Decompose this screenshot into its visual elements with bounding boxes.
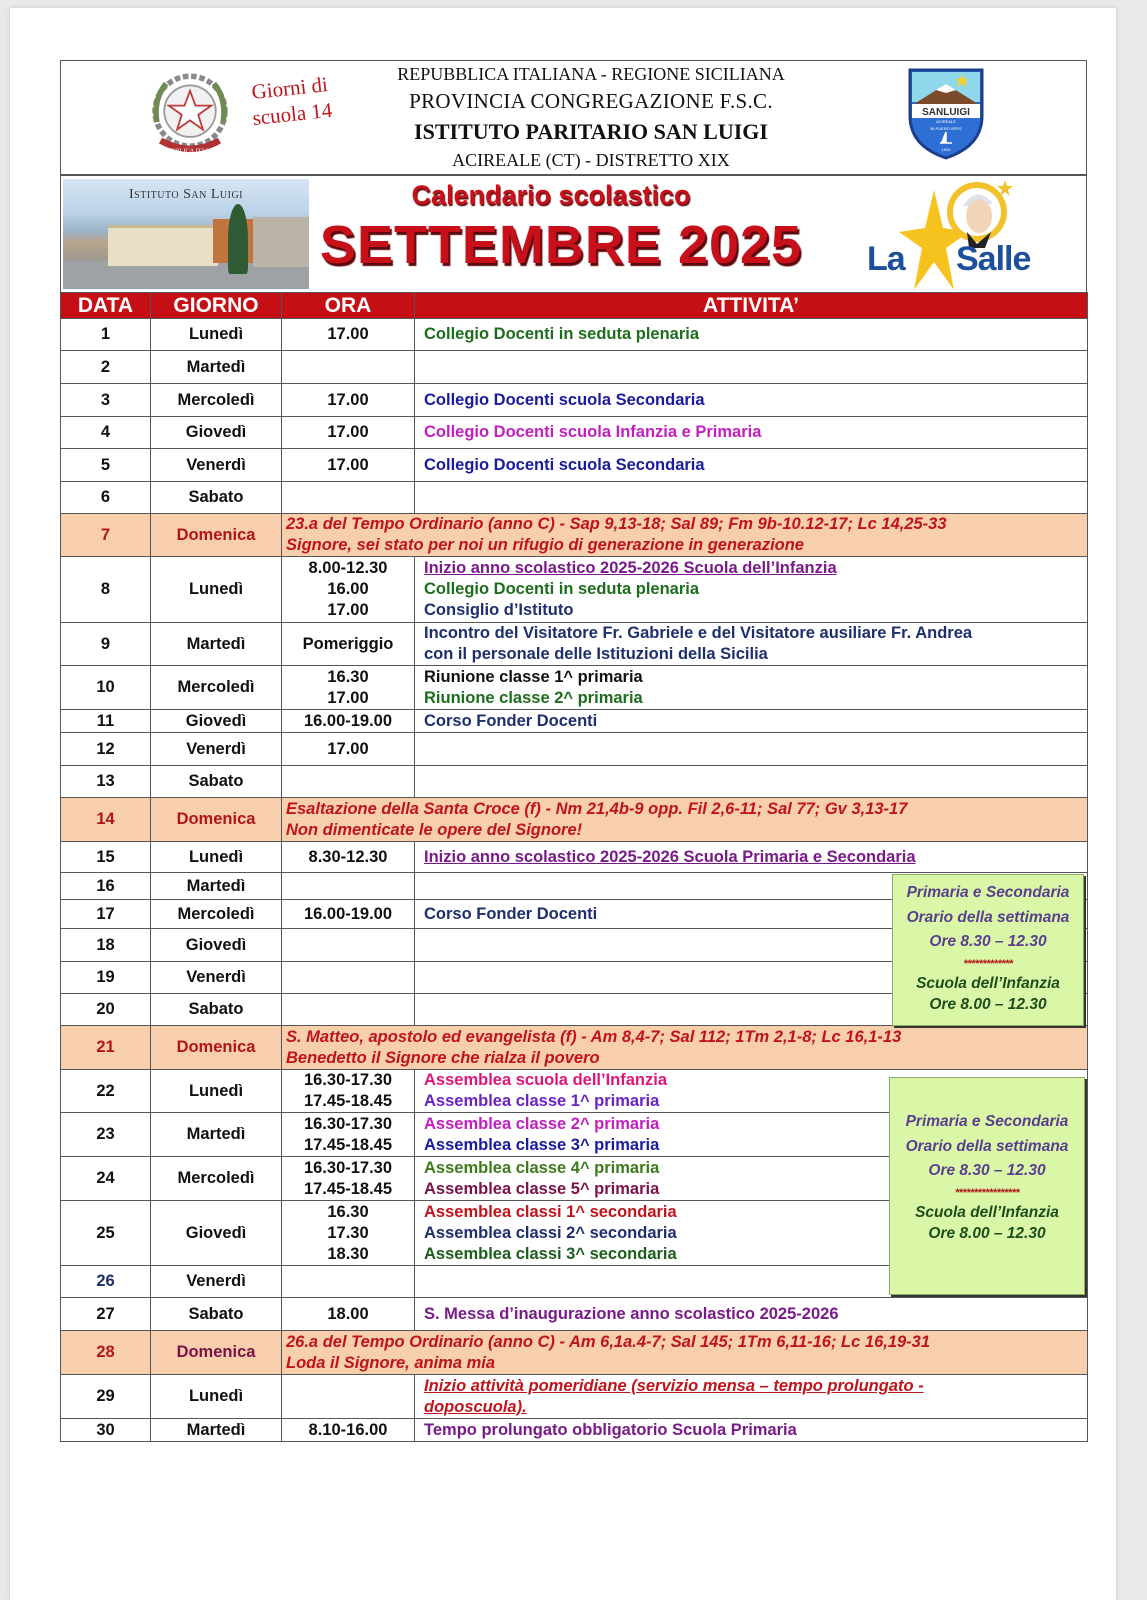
- time-cell: [282, 1419, 415, 1442]
- liturgy-psalm: Benedetto il Signore che rialza il povero: [286, 1048, 600, 1067]
- activity-cell: [415, 384, 1088, 417]
- time-cell: [282, 873, 415, 900]
- day-cell: Domenica: [151, 514, 282, 557]
- time-cell: [282, 994, 415, 1026]
- time-cell: [282, 417, 415, 449]
- day-cell: Venerdì: [151, 733, 282, 766]
- time-value: 16.30: [327, 667, 369, 686]
- activity-item: Riunione classe 1^ primaria: [424, 667, 643, 686]
- liturgy-cell: [282, 514, 1088, 557]
- table-row: [61, 384, 1088, 417]
- activity-cell: [415, 733, 1088, 766]
- date-cell: 15: [61, 842, 151, 873]
- time-cell: [282, 1266, 415, 1298]
- school-days-label: [239, 70, 344, 132]
- time-cell: [282, 319, 415, 351]
- day-cell: Mercoledì: [151, 1157, 282, 1201]
- day-cell: Venerdì: [151, 1266, 282, 1298]
- date-cell: 6: [61, 482, 151, 514]
- activity-cell: [415, 710, 1088, 733]
- time-cell: [282, 733, 415, 766]
- activity-item: Consiglio d’Istituto: [424, 601, 574, 619]
- activity-cell: [415, 666, 1088, 710]
- column-header-time: ORA: [282, 293, 415, 319]
- liturgy-cell: [282, 1026, 1088, 1070]
- day-cell: Domenica: [151, 1026, 282, 1070]
- table-row: [61, 449, 1088, 482]
- day-cell: Martedì: [151, 351, 282, 384]
- day-cell: Lunedì: [151, 557, 282, 623]
- time-value: 17.45-18.45: [303, 1179, 393, 1198]
- day-cell: Sabato: [151, 766, 282, 798]
- day-cell: Lunedì: [151, 319, 282, 351]
- photo-caption: Istituto San Luigi: [128, 187, 244, 202]
- time-cell: [282, 900, 415, 929]
- note-line-primaria: Primaria e Secondaria: [905, 1113, 1069, 1130]
- table-row: [61, 1298, 1088, 1331]
- time-value: 17.00: [327, 325, 369, 343]
- day-cell: Martedì: [151, 1419, 282, 1442]
- date-cell: 20: [61, 994, 151, 1026]
- activity-item: Collegio Docenti scuola Secondaria: [424, 455, 705, 474]
- date-cell: 27: [61, 1298, 151, 1331]
- activity-item: Inizio anno scolastico 2025-2026 Scuola Primaria e Secondaria: [424, 847, 916, 866]
- column-header-day: GIORNO: [151, 293, 282, 319]
- time-value: 17.00: [327, 688, 369, 707]
- table-row: [61, 623, 1088, 666]
- date-cell: 1: [61, 319, 151, 351]
- activity-item: Incontro del Visitatore Fr. Gabriele e del Visitatore ausiliare Fr. Andrea: [424, 624, 973, 642]
- date-cell: 22: [61, 1070, 151, 1113]
- activity-item: con il personale delle Istituzioni della Sicilia: [424, 645, 768, 663]
- date-cell: 24: [61, 1157, 151, 1201]
- time-cell: [282, 766, 415, 798]
- time-value: 16.30-17.30: [303, 1071, 393, 1089]
- activity-item: Assemblea classe 3^ primaria: [424, 1135, 660, 1154]
- letterhead: [60, 60, 1087, 175]
- time-value: 8.30-12.30: [308, 847, 388, 866]
- time-value: 16.00: [327, 580, 369, 598]
- activity-item: Assemblea classi 3^ secondaria: [424, 1244, 677, 1263]
- activity-cell: [415, 623, 1088, 666]
- svg-text:1920: 1920: [941, 147, 951, 152]
- activity-item: doposcuola).: [424, 1397, 527, 1416]
- time-cell: [282, 842, 415, 873]
- time-value: 17.00: [327, 601, 369, 619]
- column-header-date: DATA: [61, 293, 151, 319]
- table-row: [61, 1331, 1088, 1375]
- calendar-document: [60, 60, 1087, 1442]
- table-row: [61, 710, 1088, 733]
- liturgy-cell: [282, 798, 1088, 842]
- note-separator: *************: [963, 957, 1013, 970]
- note-line-orario: Orario della settimana: [906, 908, 1070, 926]
- liturgy-psalm: Non dimenticate le opere del Signore!: [286, 820, 583, 839]
- day-cell: Lunedì: [151, 842, 282, 873]
- time-value: Pomeriggio: [302, 634, 394, 653]
- time-cell: [282, 666, 415, 710]
- table-row: [61, 319, 1088, 351]
- day-cell: Sabato: [151, 482, 282, 514]
- note-line-infanzia: Scuola dell’Infanzia: [915, 1203, 1059, 1221]
- time-cell: [282, 962, 415, 994]
- time-cell: [282, 1298, 415, 1331]
- date-cell: 9: [61, 623, 151, 666]
- italian-republic-emblem-icon: [144, 67, 236, 159]
- date-cell: 23: [61, 1113, 151, 1157]
- time-value: 17.00: [327, 423, 369, 441]
- day-cell: Mercoledì: [151, 384, 282, 417]
- logo-text-salle: Salle: [956, 240, 1031, 278]
- date-cell: 3: [61, 384, 151, 417]
- activity-cell: [415, 417, 1088, 449]
- day-cell: Giovedì: [151, 710, 282, 733]
- liturgy-readings: 26.a del Tempo Ordinario (anno C) - Am 6,1a.4-7; Sal 145; 1Tm 6,11-16; Lc 16,19-31: [286, 1332, 931, 1351]
- liturgy-cell: [282, 1331, 1088, 1375]
- activity-item: Assemblea classe 1^ primaria: [424, 1092, 660, 1110]
- day-cell: Giovedì: [151, 1201, 282, 1266]
- date-cell: 18: [61, 929, 151, 962]
- activity-cell: [415, 482, 1088, 514]
- time-value: 17.30: [327, 1223, 369, 1242]
- day-cell: Mercoledì: [151, 666, 282, 710]
- activity-item: Assemblea scuola dell’Infanzia: [424, 1071, 668, 1089]
- table-row: [61, 733, 1088, 766]
- day-cell: Sabato: [151, 1298, 282, 1331]
- date-cell: 12: [61, 733, 151, 766]
- time-cell: [282, 557, 415, 623]
- svg-text:ACIREALE: ACIREALE: [936, 119, 956, 124]
- table-row: [61, 1419, 1088, 1442]
- table-row: [61, 351, 1088, 384]
- table-header-row: [61, 293, 1088, 319]
- activity-item: Inizio attività pomeridiane (servizio mensa – tempo prolungato -: [424, 1376, 924, 1395]
- table-row: [61, 798, 1088, 842]
- activity-item: S. Messa d’inaugurazione anno scolastico 2025-2026: [424, 1304, 839, 1323]
- time-cell: [282, 710, 415, 733]
- activity-cell: [415, 351, 1088, 384]
- time-value: 16.30: [327, 1202, 369, 1221]
- time-value: 8.10-16.00: [308, 1420, 388, 1439]
- note-line-hours-infanzia: Ore 8.00 – 12.30: [929, 995, 1047, 1013]
- date-cell: 7: [61, 514, 151, 557]
- note-line-primaria: Primaria e Secondaria: [906, 884, 1070, 901]
- svg-text:REPUBBLICA ITALIANA: REPUBBLICA ITALIANA: [154, 147, 226, 155]
- table-row: [61, 557, 1088, 623]
- school-days-line-2: scuola 14: [251, 97, 334, 131]
- time-cell: [282, 929, 415, 962]
- date-cell: 29: [61, 1375, 151, 1419]
- time-value: 8.00-12.30: [308, 559, 388, 577]
- note-line-orario: Orario della settimana: [905, 1137, 1069, 1155]
- calendar-title: Calendario scolastico: [411, 180, 691, 210]
- activity-item: Collegio Docenti in seduta plenaria: [424, 580, 700, 598]
- note-line-hours-primaria: Ore 8.30 – 12.30: [929, 933, 1047, 950]
- activity-cell: [415, 1375, 1088, 1419]
- la-salle-logo: [861, 178, 1051, 290]
- liturgy-readings: S. Matteo, apostolo ed evangelista (f) - Am 8,4-7; Sal 112; 1Tm 2,1-8; Lc 16,1-13: [286, 1027, 902, 1046]
- note-line-hours-primaria: Ore 8.30 – 12.30: [928, 1162, 1046, 1179]
- time-value: 18.00: [327, 1304, 369, 1323]
- logo-text-la: La: [867, 240, 905, 278]
- school-photo: [63, 179, 309, 289]
- day-cell: Lunedì: [151, 1070, 282, 1113]
- day-cell: Giovedì: [151, 929, 282, 962]
- activity-item: Inizio anno scolastico 2025-2026 Scuola dell’Infanzia: [424, 559, 837, 577]
- time-value: 16.00-19.00: [303, 711, 393, 730]
- time-cell: [282, 1070, 415, 1113]
- date-cell: 21: [61, 1026, 151, 1070]
- activity-cell: [415, 557, 1088, 623]
- liturgy-readings: Esaltazione della Santa Croce (f) - Nm 21,4b-9 opp. Fil 2,6-11; Sal 77; Gv 3,13-17: [286, 799, 908, 818]
- date-cell: 30: [61, 1419, 151, 1442]
- activity-item: Tempo prolungato obbligatorio Scuola Primaria: [424, 1420, 797, 1439]
- weekly-schedule-note: [889, 1077, 1085, 1295]
- time-value: 17.45-18.45: [303, 1135, 393, 1154]
- activity-item: Corso Fonder Docenti: [424, 904, 598, 923]
- institute-name: ISTITUTO PARITARIO SAN LUIGI: [414, 119, 768, 144]
- date-cell: 25: [61, 1201, 151, 1266]
- time-value: 17.00: [327, 739, 369, 758]
- activity-cell: [415, 449, 1088, 482]
- date-cell: 10: [61, 666, 151, 710]
- time-value: 17.45-18.45: [303, 1092, 393, 1110]
- month-title: SETTEMBRE 2025: [319, 215, 803, 275]
- date-cell: 14: [61, 798, 151, 842]
- time-value: 16.30-17.30: [303, 1114, 393, 1133]
- day-cell: Martedì: [151, 873, 282, 900]
- weekly-schedule-note: [892, 874, 1084, 1026]
- note-separator: *****************: [954, 1186, 1020, 1199]
- activity-item: Assemblea classe 4^ primaria: [424, 1158, 660, 1177]
- day-cell: Sabato: [151, 994, 282, 1026]
- day-cell: Venerdì: [151, 449, 282, 482]
- activity-item: Corso Fonder Docenti: [424, 711, 598, 730]
- activity-cell: [415, 1419, 1088, 1442]
- table-row: [61, 417, 1088, 449]
- day-cell: Lunedì: [151, 1375, 282, 1419]
- time-cell: [282, 1113, 415, 1157]
- time-value: 18.30: [327, 1244, 369, 1263]
- institution-heading: [331, 63, 851, 172]
- table-row: [61, 766, 1088, 798]
- table-row: [61, 482, 1088, 514]
- date-cell: 28: [61, 1331, 151, 1375]
- activity-item: Collegio Docenti scuola Infanzia e Primaria: [424, 423, 762, 441]
- date-cell: 17: [61, 900, 151, 929]
- column-header-activity: ATTIVITA’: [415, 293, 1088, 319]
- date-cell: 19: [61, 962, 151, 994]
- time-cell: [282, 1201, 415, 1266]
- activity-cell: [415, 1298, 1088, 1331]
- school-days-line-1: Giorni di: [250, 72, 329, 105]
- svg-text:SANLUIGI: SANLUIGI: [922, 107, 970, 118]
- date-cell: 2: [61, 351, 151, 384]
- time-value: 16.00-19.00: [303, 904, 393, 923]
- date-cell: 13: [61, 766, 151, 798]
- table-row: [61, 1375, 1088, 1419]
- day-cell: Mercoledì: [151, 900, 282, 929]
- san-luigi-shield-icon: [906, 66, 986, 161]
- time-value: 17.00: [327, 455, 369, 474]
- note-line-infanzia: Scuola dell’Infanzia: [916, 974, 1060, 992]
- day-cell: Domenica: [151, 798, 282, 842]
- activity-item: Collegio Docenti scuola Secondaria: [424, 390, 705, 409]
- activity-cell: [415, 842, 1088, 873]
- time-cell: [282, 623, 415, 666]
- activity-item: Assemblea classi 2^ secondaria: [424, 1223, 677, 1242]
- date-cell: 11: [61, 710, 151, 733]
- liturgy-psalm: Loda il Signore, anima mia: [286, 1353, 496, 1372]
- time-value: 16.30-17.30: [303, 1158, 393, 1177]
- time-cell: [282, 384, 415, 417]
- table-row: [61, 514, 1088, 557]
- time-cell: [282, 1157, 415, 1201]
- day-cell: Domenica: [151, 1331, 282, 1375]
- table-row: [61, 1026, 1088, 1070]
- day-cell: Martedì: [151, 623, 282, 666]
- liturgy-readings: 23.a del Tempo Ordinario (anno C) - Sap 9,13-18; Sal 89; Fm 9b-10.12-17; Lc 14,25-33: [286, 515, 947, 533]
- svg-text:IN PUERO SPES: IN PUERO SPES: [930, 126, 962, 131]
- date-cell: 5: [61, 449, 151, 482]
- republic-line: REPUBBLICA ITALIANA - REGIONE SICILIANA: [397, 64, 785, 84]
- date-cell: 16: [61, 873, 151, 900]
- time-value: 17.00: [327, 390, 369, 409]
- date-cell: 26: [61, 1266, 151, 1298]
- time-cell: [282, 1375, 415, 1419]
- time-cell: [282, 351, 415, 384]
- day-cell: Martedì: [151, 1113, 282, 1157]
- day-cell: Venerdì: [151, 962, 282, 994]
- activity-item: Riunione classe 2^ primaria: [424, 688, 643, 707]
- activity-item: Assemblea classi 1^ secondaria: [424, 1202, 677, 1221]
- title-banner: [60, 175, 1087, 292]
- activity-item: Collegio Docenti in seduta plenaria: [424, 325, 700, 343]
- liturgy-psalm: Signore, sei stato per noi un rifugio di generazione in generazione: [286, 536, 804, 554]
- table-row: [61, 842, 1088, 873]
- time-cell: [282, 482, 415, 514]
- date-cell: 8: [61, 557, 151, 623]
- province-line: PROVINCIA CONGREGAZIONE F.S.C.: [409, 89, 773, 113]
- day-cell: Giovedì: [151, 417, 282, 449]
- date-cell: 4: [61, 417, 151, 449]
- activity-cell: [415, 319, 1088, 351]
- activity-cell: [415, 766, 1088, 798]
- time-cell: [282, 449, 415, 482]
- district-line: ACIREALE (CT) - DISTRETTO XIX: [452, 150, 730, 170]
- activity-item: Assemblea classe 5^ primaria: [424, 1179, 660, 1198]
- note-line-hours-infanzia: Ore 8.00 – 12.30: [928, 1224, 1046, 1242]
- activity-item: Assemblea classe 2^ primaria: [424, 1114, 660, 1133]
- table-row: [61, 666, 1088, 710]
